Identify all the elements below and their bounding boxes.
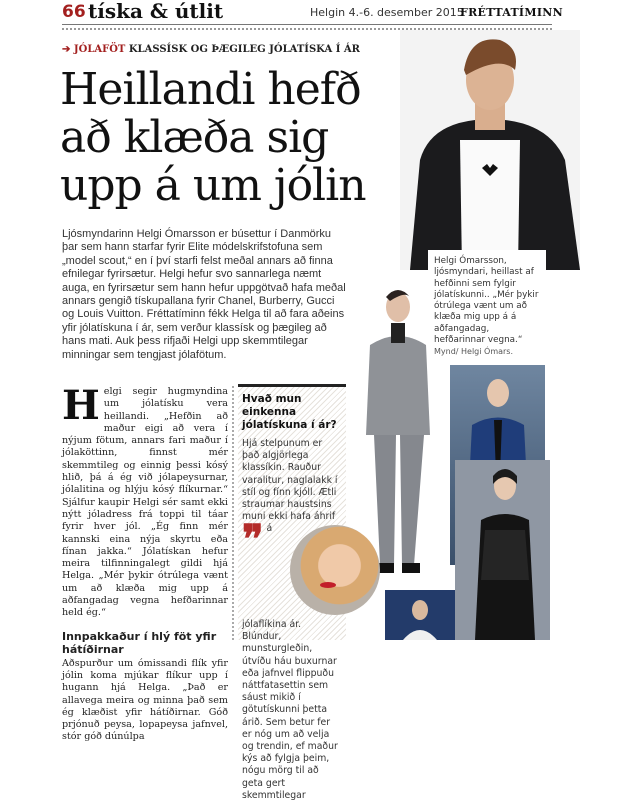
newspaper-name: FRÉTTATÍMINN [460, 6, 564, 19]
body-paragraph: elgi segir hugmyndina um jólatísku vera heillandi. „Hefðin að maður eigi að vera í nýjum fötum, annars fari maður í jólaköttinn, finnst mér skemmtileg og einnig þessi kósý hlið, þá á ég við jólapeysurnar, jólalitina og hlýju kósý flíkurnar.“ Sjálfur kaupir Helgi sér samt ekki nýtt jóladress frá toppi til táar fyrir hver jól. „Ég finn mér kannski eina nýja skyrtu eða fínan jakka.“ Jólatískan hefur meira tilfinningalegt gildi hjá Helga. „Mér þykir ótrúlega vænt um að klæða mig upp á aðfangadag vegna hefðarinnar held ég.“ [62, 386, 228, 619]
photo-runway-model [385, 590, 455, 640]
kicker-text: KLASSÍSK OG ÞÆGILEG JÓLATÍSKA Í ÁR [128, 44, 360, 55]
headline-line: að klæða sig [60, 112, 329, 163]
intro-paragraph: Ljósmyndarinn Helgi Ómarsson er búsettur í Danmörku þar sem hann starfar fyrir Elite módelskrifstofuna sem „model scout,“ en í því starfi felst meðal annars að finna efnilegar fyrirsætur. Helgi hefur svo sannarlega næmt auga, en fyrirsætur sem hann hefur uppgötvað hafa meðal annars gengið tískupallana fyrir Chanel, Burberry, Gucci og Louis Vuitton. Fréttatíminn fékk Helga til að fara aðeins yfir jólatískuna í ár, sem verður klassísk og þægileg að hans mati. Auk þess rifjaði Helgi upp skemmtilegar minningar sem tengjast jólafötum. [62, 228, 346, 361]
kicker [62, 44, 360, 55]
photo-helgi [400, 30, 580, 270]
photo-credit: Mynd/ Helgi Ómars. [434, 347, 514, 357]
drop-cap: H [62, 382, 100, 429]
body-column [62, 382, 228, 744]
photo-caption [428, 250, 546, 365]
headline [60, 66, 390, 210]
page-number: 66 [62, 2, 86, 22]
section-title: tíska & útlit [88, 0, 224, 23]
subheading: Innpakkaður í hlý föt yfir hátíðirnar [62, 629, 217, 656]
sidebar-text: Hjá stelpunum er það algjörlega klassíkin. Rauður varalitur, naglalakk í stíl og fínn kjóll. Ætli straumar haustsins muni ekki hafa áhrif á jólaflíkina ár. Blúndur, munsturgleðin, útvíðu háu buxurnar eða jafnvel flippuðu náttfatasettin sem sáust mikið í götutískunni þetta árið. Sem betur fer er nóg um að velja og trendin, ef maður kýs að fylgja þeim, nógu mörg til að geta gert skemmtilegar [242, 438, 338, 801]
issue-date: Helgin 4.-6. desember 2015 [310, 6, 464, 19]
headline-line: upp á um jólin [60, 160, 366, 211]
body-paragraph: Aðspurður um ómissandi flík yfir jólin koma mjúkar flíkur upp í hugann hjá Helga. „Það er allavega meira og minna það sem ég klæðist yfir hátíðirnar. Góð prjónuð peysa, lopapeysa jafnvel, stór góð dúnúlpa [62, 657, 228, 743]
header-rule [62, 24, 552, 25]
photo-black-dress-model [455, 460, 550, 640]
kicker-tag: JÓLAFÖT [73, 44, 126, 55]
headline-line: Heillandi hefð [60, 64, 361, 115]
photo-actress-portrait [290, 525, 380, 615]
arrow-icon: ➔ [62, 44, 71, 55]
caption-text: Helgi Ómarsson, ljósmyndari, heillast af hefðinni sem fylgir jólatískunni.. „Mér þykir ótrúlega vænt um að klæða mig upp á á aðfangadag, hefðarinnar vegna.“ [434, 256, 539, 346]
quote-icon: ❞ [242, 516, 264, 563]
column-divider [232, 386, 234, 640]
sidebar-title: Hvað mun einkenna jólatískuna í ár? [242, 393, 337, 431]
